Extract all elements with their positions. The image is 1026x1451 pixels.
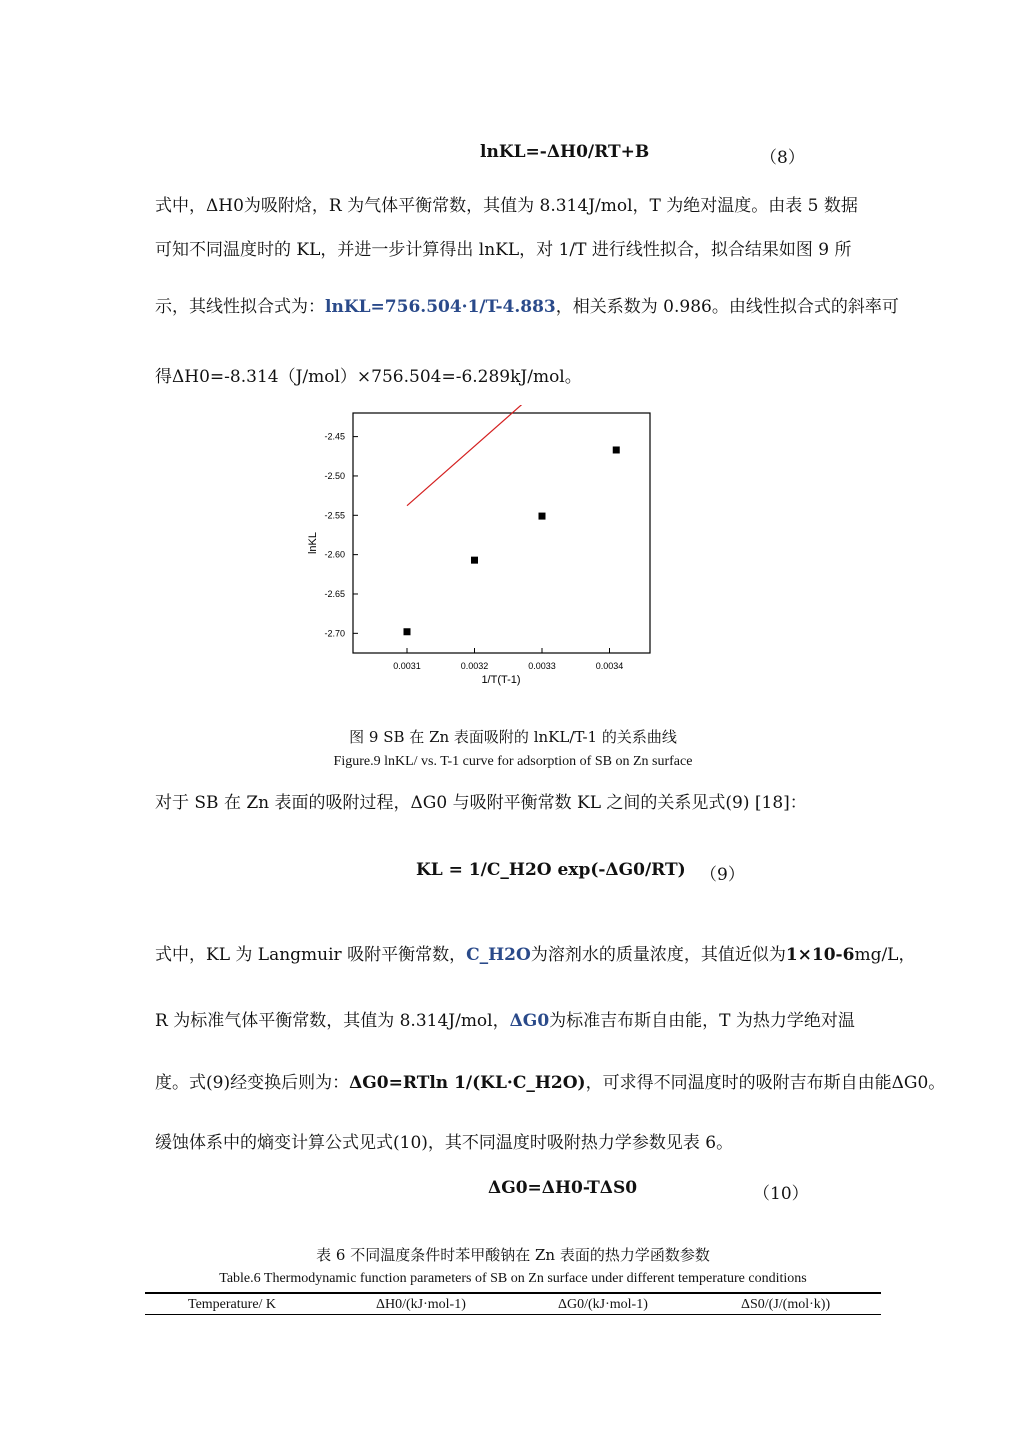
y-tick-label: -2.65 xyxy=(324,588,345,599)
data-point xyxy=(404,628,411,635)
paragraph-3-line-2-c: 为标准吉布斯自由能，T 为热力学绝对温 xyxy=(549,1011,855,1031)
paragraph-1-line-3 xyxy=(155,297,899,317)
paragraph-3-line-3 xyxy=(155,1073,945,1093)
equation-9-number: （9） xyxy=(700,865,745,885)
paragraph-1-line-2: 可知不同温度时的 KL，并进一步计算得出 lnKL，对 1/T 进行线性拟合，拟合结果如图 9 所 xyxy=(155,240,852,260)
table-header-gibbs: ΔG0/(kJ·mol-1) xyxy=(558,1297,648,1312)
data-point xyxy=(613,446,620,453)
paragraph-3-line-3-a: 度。式(9)经变换后则为： xyxy=(155,1073,350,1093)
paragraph-1-line-3-text-a: 示，其线性拟合式为： xyxy=(155,297,325,317)
equation-10-number: （10） xyxy=(753,1184,809,1204)
table-caption-zh: 表 6 不同温度条件时苯甲酸钠在 Zn 表面的热力学函数参数 xyxy=(316,1246,710,1264)
paragraph-1-line-1: 式中，ΔH0为吸附焓，R 为气体平衡常数，其值为 8.314J/mol，T 为绝对温度。由表 5 数据 xyxy=(155,196,858,216)
paragraph-3-line-3-b: ，可求得不同温度时的吸附吉布斯自由能ΔG0。 xyxy=(585,1073,946,1093)
paragraph-3-line-1 xyxy=(155,945,915,965)
paragraph-3-line-1-e: mg/L， xyxy=(854,945,916,965)
y-tick-label: -2.70 xyxy=(324,628,345,639)
paragraph-4: 缓蚀体系中的熵变计算公式见式(10)，其不同温度时吸附热力学参数见表 6。 xyxy=(155,1133,734,1153)
paragraph-3-line-1-a: 式中，KL 为 Langmuir 吸附平衡常数， xyxy=(155,945,467,965)
paragraph-3-line-2 xyxy=(155,1011,855,1031)
paragraph-1-line-4-text-a: 得 xyxy=(155,367,172,387)
table-top-rule xyxy=(145,1292,881,1294)
water-concentration-value: 1×10-6 xyxy=(785,945,855,965)
y-tick-label: -2.50 xyxy=(324,470,345,481)
y-tick-label: -2.45 xyxy=(324,431,345,442)
data-point xyxy=(539,513,546,520)
x-tick-label: 0.0031 xyxy=(393,661,421,671)
y-tick-label: -2.60 xyxy=(324,549,345,560)
table-header-entropy: ΔS0/(J/(mol·k)) xyxy=(741,1297,831,1312)
equation-8-number: （8） xyxy=(760,148,805,168)
paragraph-1-line-4 xyxy=(155,367,582,387)
gibbs-symbol: ΔG0 xyxy=(509,1011,550,1031)
paragraph-1-line-3-text-b: ，相关系数为 0.986。由线性拟合式的斜率可 xyxy=(555,297,899,317)
y-axis-label: lnKL xyxy=(307,531,319,555)
equation-10: ΔG0=ΔH0-TΔS0 xyxy=(488,1178,638,1198)
equation-9: KL = 1/C_H2O exp(-ΔG0/RT) xyxy=(416,860,686,880)
equation-8 xyxy=(480,142,649,162)
table-header-enthalpy: ΔH0/(kJ·mol-1) xyxy=(376,1297,466,1312)
paragraph-2: 对于 SB 在 Zn 表面的吸附过程，ΔG0 与吸附平衡常数 KL 之间的关系见式(9) [18]： xyxy=(155,793,807,813)
table-header-temperature: Temperature/ K xyxy=(188,1297,277,1312)
fit-line xyxy=(407,405,616,506)
plot-frame xyxy=(353,413,650,653)
equation-8-text: lnKL=-ΔH0/RT+B xyxy=(480,142,650,162)
table-caption-en: Table.6 Thermodynamic function parameters of SB on Zn surface under different temperature conditions xyxy=(219,1271,807,1286)
figure-caption-en: Figure.9 lnKL/ vs. T-1 curve for adsorption of SB on Zn surface xyxy=(333,754,693,769)
x-tick-label: 0.0032 xyxy=(460,661,489,671)
figure-caption-zh: 图 9 SB 在 Zn 表面吸附的 lnKL/T-1 的关系曲线 xyxy=(349,728,677,746)
x-axis-label: 1/T(T-1) xyxy=(481,674,521,686)
data-point xyxy=(471,557,478,564)
y-tick-label: -2.55 xyxy=(324,510,345,521)
paragraph-1-line-4-text-b: ΔH0=-8.314（J/mol）×756.504=-6.289kJ/mol。 xyxy=(172,367,582,387)
x-tick-label: 0.0033 xyxy=(528,661,556,671)
figure-9-chart xyxy=(300,405,670,695)
x-tick-label: 0.0034 xyxy=(595,661,624,671)
water-concentration-symbol: C_H2O xyxy=(466,945,531,965)
table-header-rule xyxy=(145,1314,881,1315)
paragraph-3-line-2-a: R 为标准气体平衡常数，其值为 8.314J/mol， xyxy=(155,1011,510,1031)
paragraph-3-line-1-c: 为溶剂水的质量浓度，其值近似为 xyxy=(530,945,786,965)
transformed-formula: ΔG0=RTln 1/(KL·C_H2O) xyxy=(349,1073,586,1093)
linear-fit-formula: lnKL=756.504·1/T-4.883 xyxy=(325,297,556,317)
